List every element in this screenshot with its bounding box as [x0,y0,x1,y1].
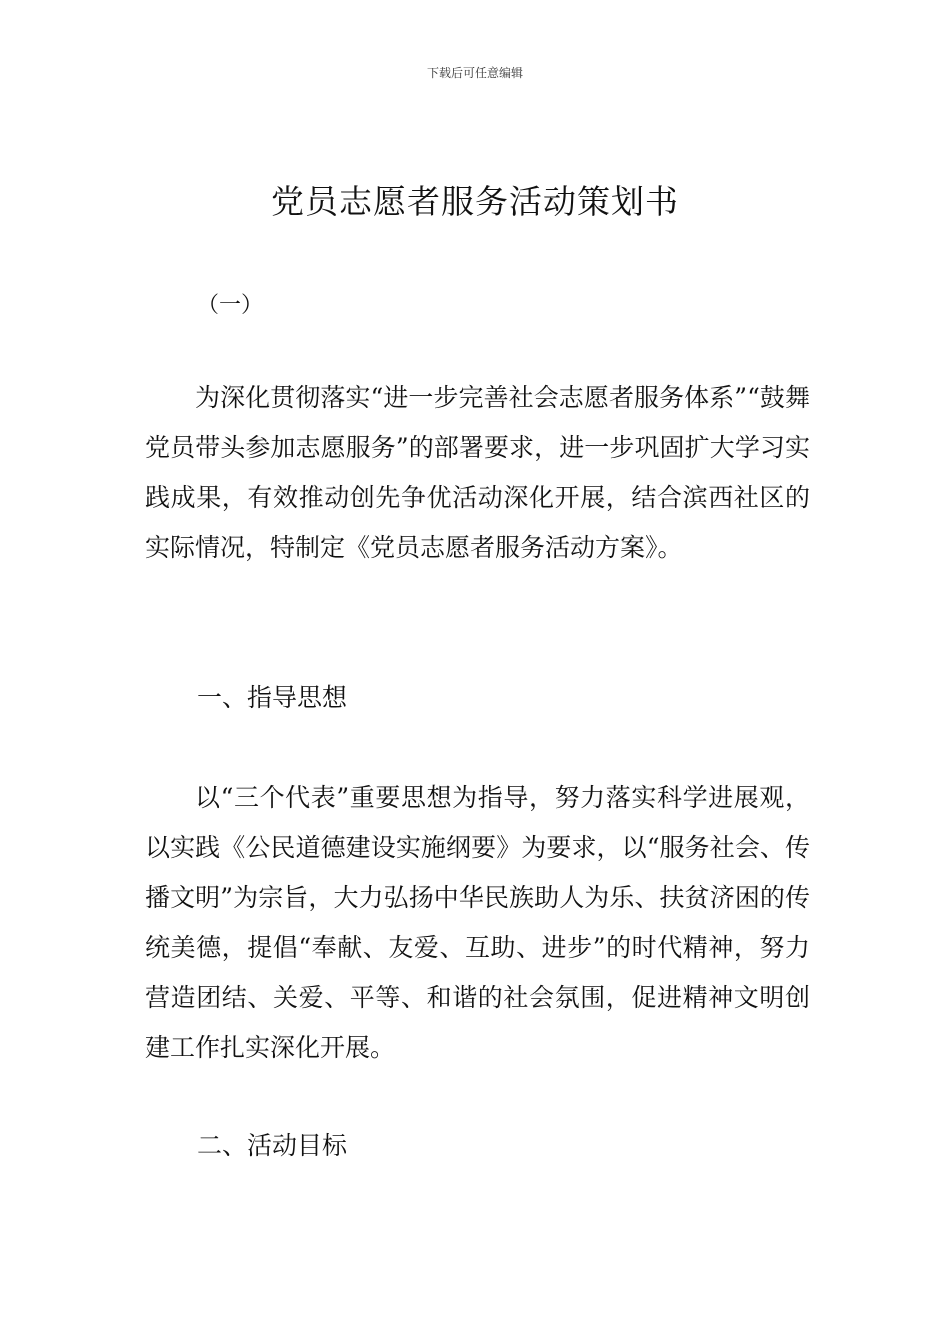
intro-paragraph: 为深化贯彻落实“进一步完善社会志愿者服务体系”“鼓舞党员带头参加志愿服务”的部署要求，进一步巩固扩大学习实践成果，有效推动创先争优活动深化开展，结合滨西社区的实际情况，特制定《党员志愿者服务活动方案》。 [145,383,810,562]
page-header-note: 下载后可任意编辑 [426,66,523,80]
guiding-ideology-paragraph: 以“三个代表”重要思想为指导，努力落实科学进展观，以实践《公民道德建设实施纲要》为要求，以“服务社会、传播文明”为宗旨，大力弘扬中华民族助人为乐、扶贫济困的传统美德，提倡“奉献、友爱、互助、进步”的时代精神，努力营造团结、关爱、平等、和谐的社会氛围，促进精神文明创建工作扎实深化开展。 [145,783,810,1062]
section-number: （一） [197,293,264,318]
document-title: 党员志愿者服务活动策划书 [271,182,679,221]
section-heading-guiding-ideology: 一、指导思想 [197,683,348,712]
section-heading-activity-goals: 二、活动目标 [197,1131,348,1160]
